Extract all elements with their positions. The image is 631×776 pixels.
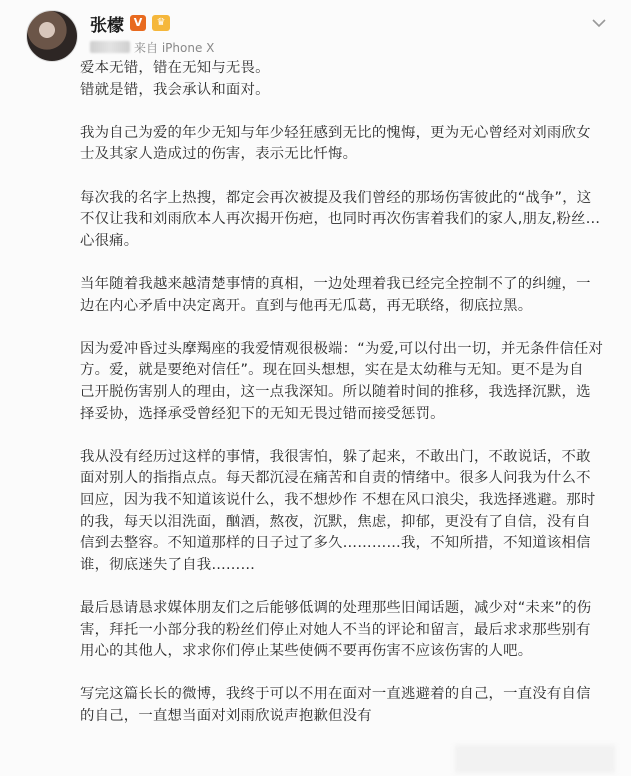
post-text-line: 的我，每天以泪洗面，酗酒，熬夜，沉默，焦虑，抑郁，更没有了自信，没有自	[80, 513, 591, 530]
post-text-line: 写完这篇长长的微博，我终于可以不用在面对一直逃避着的自己，一直没有自信	[80, 686, 591, 703]
post-text-line: 不仅让我和刘雨欣本人再次揭开伤疤，也同时再次伤害着我们的家人,朋友,粉丝…	[80, 211, 601, 228]
post-text-line: 最后恳请恳求媒体朋友们之后能够低调的处理那些旧闻话题，减少对“未来”的伤	[80, 600, 592, 616]
post-source: 来自 iPhone X	[134, 40, 215, 55]
post-text-line: 因为爱冲昏过头摩羯座的我爱情观很极端：“为爱,可以付出一切，并无条件信任对	[80, 340, 604, 357]
blurred-timestamp	[90, 41, 130, 53]
post-text-line: 己开脱伤害别人的理由，这一点我深知。所以随着时间的推移，我选择沉默，选	[80, 384, 591, 400]
post-text-line: 士及其家人造成过的伤害，表示无比忏悔。	[80, 146, 358, 163]
verified-badge-icon: V	[130, 15, 146, 31]
post-text-line: 我为自己为爱的年少无知与年少轻狂感到无比的愧悔，更为无心曾经对刘雨欣女	[80, 124, 591, 141]
post-text-line: 错就是错，我会承认和面对。	[80, 81, 270, 98]
chevron-down-icon[interactable]	[590, 14, 608, 32]
post-text-line: 爱本无错，错在无知与无畏。	[80, 60, 270, 76]
watermark-overlay	[455, 745, 615, 773]
post-text-line: 择妥协，选择承受曾经犯下的无知无畏过错而接受惩罚。	[80, 405, 445, 422]
post-text-line: 害，拜托一小部分我的粉丝们停止对她人不当的评论和留言，最后求求那些别有	[80, 621, 591, 638]
post-text-line: 方。爱，就是要绝对信任”。现在回头想想，实在是太幼稚与无知。更不是为自	[80, 362, 584, 379]
post-text-line: 回应，因为我不知道该说什么，我不想炒作 不想在风口浪尖，我选择逃避。那时	[80, 492, 596, 508]
crown-badge-icon: ♛	[152, 15, 170, 31]
post-text-line: 边在内心矛盾中决定离开。直到与他再无瓜葛，再无联络，彻底拉黑。	[80, 297, 533, 314]
post-text-line: 面对别人的指指点点。每天都沉浸在痛苦和自责的情绪中。很多人问我为什么不	[80, 470, 591, 487]
post-text-line: 用心的其他人，求求你们停止某些使俩不要再伤害不应该伤害的人吧。	[80, 643, 533, 660]
post-text-line: 的自己，一直想当面对刘雨欣说声抱歉但没有	[80, 708, 372, 724]
avatar[interactable]	[26, 10, 78, 62]
post-meta	[90, 38, 214, 56]
post-text-line: 谁，彻底迷失了自我………	[80, 556, 256, 573]
post-text-line: 每次我的名字上热搜，都定会再次被提及我们曾经的那场伤害彼此的“战争”，这	[80, 189, 592, 206]
post-text-line: 当年随着我越来越清楚事情的真相，一边处理着我已经完全控制不了的纠缠，一	[80, 276, 591, 292]
user-name[interactable]: 张檬	[90, 15, 124, 36]
post-header	[26, 10, 616, 62]
post-text-line: 心很痛。	[80, 232, 139, 249]
post-text-line: 信到去整容。不知道那样的日子过了多久…………我，不知所措，不知道该相信	[80, 535, 591, 552]
post-text-line: 我从没有经历过这样的事情，我很害怕，躲了起来，不敢出门，不敢说话，不敢	[80, 448, 591, 465]
name-row	[90, 12, 170, 34]
